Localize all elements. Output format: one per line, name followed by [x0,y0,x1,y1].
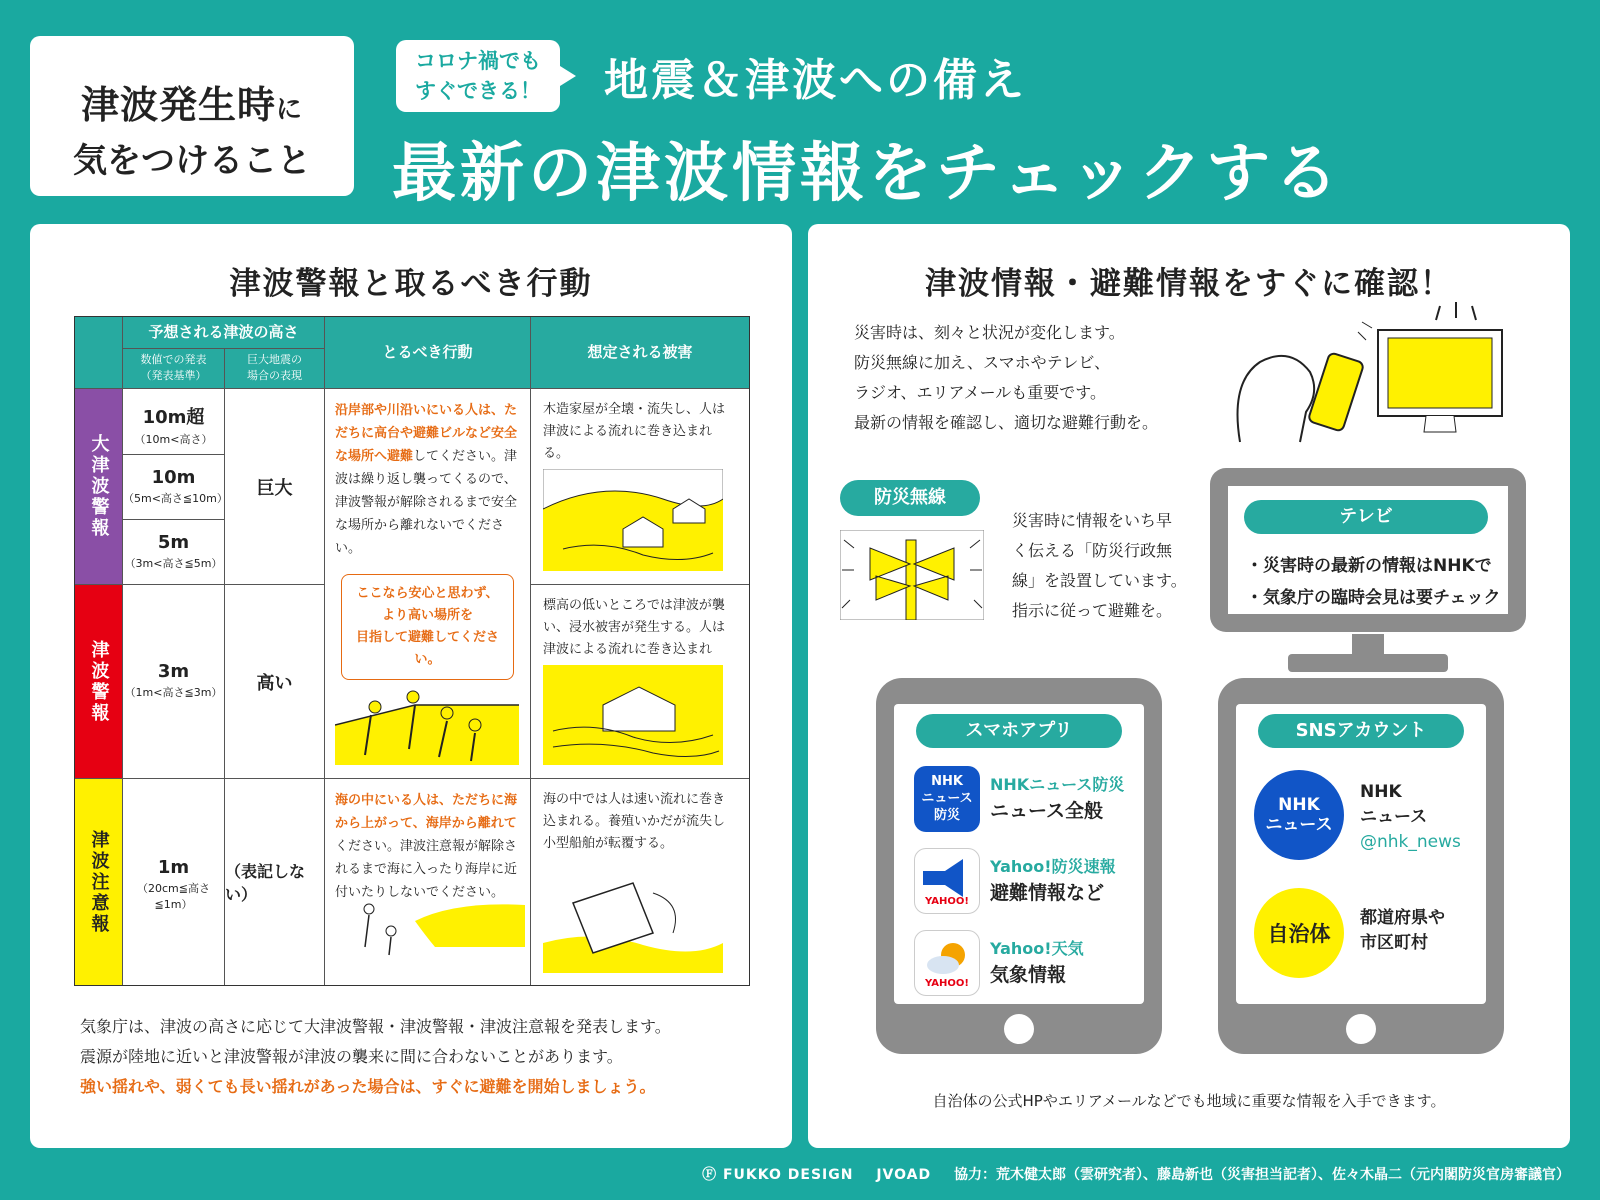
app-nhk-bousai: NHK ニュース 防災 NHKニュース防災 ニュース全般 [914,766,1144,832]
warning-panel-title: 津波警報と取るべき行動 [229,266,593,302]
badge-line1: 津波発生時 [80,83,276,127]
warning-table [74,316,750,986]
sns-label: SNSアカウント [1258,714,1464,748]
apps-phone [876,678,1162,1054]
action-major-warning: 沿岸部や川沿いにいる人は、ただちに高台や避難ビルなど安全な場所へ避難してください。津波は繰り返し襲ってくるので、津波警報が解除されるまで安全な場所から離れないでください。 ここなら安心と思わず、 より高い場所を 目指して避難してください。 [325,389,531,779]
page-subtitle: 地震＆津波への備え [604,55,1027,106]
evacuation-note: ここなら安心と思わず、 より高い場所を 目指して避難してください。 [341,574,514,680]
warning-panel [30,224,792,1148]
warning-footer-line3: 強い揺れや、弱くても長い揺れがあった場合は、すぐに避難を開始しましょう。 [80,1077,656,1096]
warning-footer-line1: 気象庁は、津波の高さに応じて大津波警報・津波警報・津波注意報を発表します。 [80,1017,671,1036]
badge-line1-small: に [276,95,304,125]
info-panel [808,224,1570,1148]
municipality-avatar: 自治体 [1254,888,1344,978]
jvoad-logo: JVOAD [876,1167,932,1183]
sns-phone [1218,678,1504,1054]
table-corner [75,317,123,389]
damage-advisory: 海の中では人は速い流れに巻き込まれる。養殖いかだが流失し小型船舶が転覆する。 [531,779,749,985]
expression-major: 巨大 [225,389,325,585]
apps-label: スマホアプリ [916,714,1122,748]
fukko-design-logo: Ⓕ FUKKO DESIGN [702,1167,854,1183]
bubble-line2: すぐできる！ [415,79,541,103]
capsized-boat-illustration [543,873,723,973]
header-damage: 想定される被害 [531,317,749,389]
tv-card [1210,468,1526,632]
height-row-2: 10m （5m<高さ≦10m） [123,455,225,520]
action-advisory: 海の中にいる人は、ただちに海から上がって、海岸から離れてください。津波注意報が解除されるまで海に入ったり海岸に近付いたりしないでください。 [325,779,531,985]
yahoo-logo-3: YAHOO! [925,978,969,989]
category-advisory: 津波注意報 [75,779,123,985]
flooded-houses-illustration [543,469,723,571]
header-numeric: 数値での発表 （発表基準） [123,349,225,389]
bousai-label: 防災無線 [840,480,980,516]
nhk-app-icon: NHK ニュース 防災 [914,766,980,832]
evacuating-people-illustration [335,685,519,765]
home-button [1004,1014,1034,1044]
header-huge: 巨大地震の 場合の表現 [225,349,325,389]
nhk-news-account: NHK ニュース @nhk_news [1360,782,1461,852]
damage-warning: 標高の低いところでは津波が襲い、浸水被害が発生する。人は津波による流れに巻き込まれ [531,585,749,779]
disaster-radio-speaker-icon [840,530,984,620]
category-warning: 津波警報 [75,585,123,779]
expression-advisory: （表記しない） [225,779,325,985]
bubble-line1: コロナ禍でも [415,49,541,73]
nhk-news-avatar: NHK ニュース [1254,770,1344,860]
header-action: とるべき行動 [325,317,531,389]
height-row-1: 10m超 （10m<高さ） [123,389,225,455]
badge-line2: 気をつけること [73,141,311,181]
damage-major-warning: 木造家屋が全壊・流失し、人は津波による流れに巻き込まれる。 [531,389,749,585]
page-title: 最新の津波情報をチェックする [392,137,1343,211]
height-row-3: 5m （3m<高さ≦5m） [123,520,225,585]
bousai-description: 災害時に情報をいち早 く伝える「防災行政無 線」を設置しています。 指示に従って避難を。 [1012,511,1187,620]
category-major-warning: 大津波警報 [75,389,123,585]
yahoo-logo-2: YAHOO! [925,896,969,907]
warning-footer [80,1012,671,1102]
credits-text: 協力：荒木健太郎（雲研究者）、藤島新也（災害担当記者）、佐々木晶二（元内閣防災官房審議官） [954,1167,1570,1183]
height-row-5: 1m （20cm≦高さ≦1m） [123,779,225,985]
tv-base [1288,654,1448,672]
home-button [1346,1014,1376,1044]
megaphone-icon [914,848,980,914]
info-footer: 自治体の公式HPやエリアメールなどでも地域に重要な情報を入手できます。 [932,1092,1446,1110]
person-watching-tv-illustration [1230,292,1520,452]
info-panel-title: 津波情報・避難情報をすぐに確認！ [925,266,1453,302]
topic-badge [30,36,354,196]
tv-label: テレビ [1244,500,1488,534]
speech-bubble [396,40,560,112]
tv-tips: ・災害時の最新の情報はNHKで ・気象庁の臨時会見は要チェック [1246,556,1501,608]
credits [702,1164,1570,1184]
flooded-house-illustration [543,665,723,765]
expression-warning: 高い [225,585,325,779]
height-row-4: 3m （1m<高さ≦3m） [123,585,225,779]
info-intro: 災害時は、刻々と状況が変化します。 防災無線に加え、スマホやテレビ、 ラジオ、エリアメールも重要です。 最新の情報を確認し、適切な避難行動を。 [854,323,1159,432]
beach-illustration [355,891,525,963]
weather-icon [914,930,980,996]
header-height: 予想される津波の高さ [123,317,325,349]
app-yahoo-bousai: YAHOO! Yahoo!防災速報 避難情報など [914,848,1144,914]
sns-screen [1236,704,1486,1004]
warning-footer-line2: 震源が陸地に近いと津波警報が津波の襲来に間に合わないことがあります。 [80,1047,623,1066]
app-yahoo-weather: YAHOO! Yahoo!天気 気象情報 [914,930,1144,996]
apps-screen [894,704,1144,1004]
municipality-account: 都道府県や 市区町村 [1360,908,1445,953]
tv-stand [1352,634,1384,656]
